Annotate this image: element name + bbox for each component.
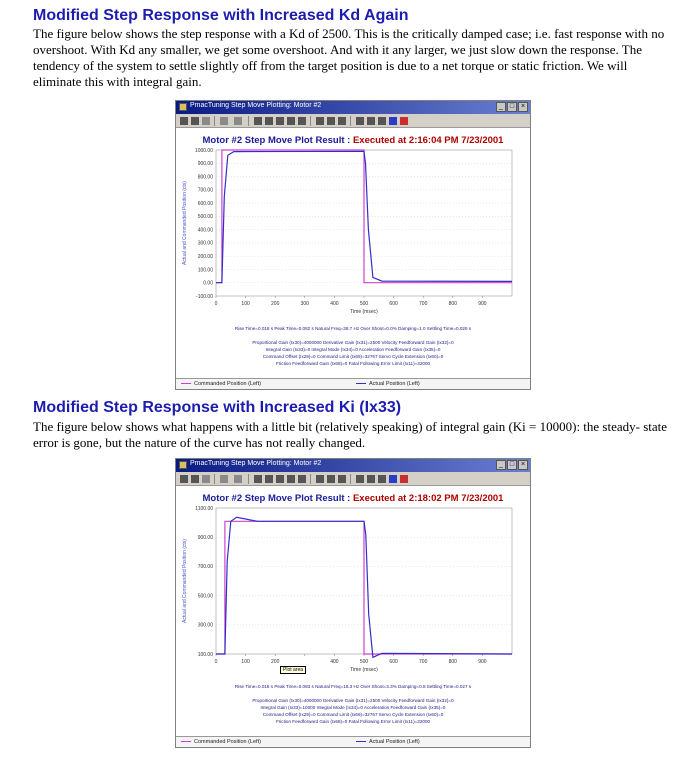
legend-icon[interactable] (265, 475, 273, 483)
rotate-icon[interactable] (327, 117, 335, 125)
x-axis-label: Time (msec) (350, 309, 378, 315)
y-tick-label: 800.00 (197, 174, 213, 181)
x-tick-label: 700 (419, 659, 428, 665)
maximize-icon[interactable]: □ (507, 102, 517, 112)
zoom-area-icon[interactable] (367, 117, 375, 125)
legend-icon[interactable] (265, 117, 273, 125)
axis-icon[interactable] (276, 117, 284, 125)
exit-icon[interactable] (400, 475, 408, 483)
legend-actual: Actual Position (Left) (356, 381, 420, 387)
series-icon[interactable] (298, 475, 306, 483)
toolbar-separator (214, 116, 215, 126)
y-tick-label: 0.00 (203, 280, 213, 287)
x-tick-label: 100 (241, 301, 250, 307)
x-tick-label: 300 (300, 301, 309, 307)
toolbar-separator (310, 474, 311, 484)
plot-title: Motor #2 Step Move Plot Result : Executed at 2:18:02 PM 7/23/2001 (202, 493, 504, 504)
stats-line: Rise Time=0.018 s Peak Time=0.083 s Natural Freq=18.3 Hz Over Shoot=3.3% Damping=0.8 Settling Time=0.027 s (234, 684, 472, 689)
x-tick-label: 0 (214, 659, 218, 665)
y-tick-label: 100.00 (197, 651, 213, 658)
legend (176, 378, 530, 389)
y-tick-label: 100.00 (197, 267, 213, 274)
shading-icon[interactable] (338, 475, 346, 483)
shading-icon[interactable] (338, 117, 346, 125)
gain-line: Friction Feedforward Gain (Ix68)=0 Fatal Following Error Limit (Ix11)=32000 (275, 719, 431, 724)
app-icon (179, 461, 187, 469)
pointer-icon[interactable] (389, 475, 397, 483)
x-tick-label: 500 (359, 659, 369, 665)
x-tick-label: 800 (448, 301, 457, 307)
y-tick-label: 500.00 (197, 214, 213, 221)
x-tick-label: 900 (478, 301, 487, 307)
y-tick-label: 700.00 (197, 564, 213, 571)
window-title: PmacTuning Step Move Plotting: Motor #2 (190, 102, 322, 109)
section-heading-kd: Modified Step Response with Increased Kd Again (33, 7, 409, 24)
x-tick-label: 400 (330, 301, 339, 307)
gain-line: Proportional Gain (Ix30)=4000000 Derivative Gain (Ix31)=2500 Velocity Feedforward Gain (Ix32)=0 (252, 340, 454, 345)
copy-icon[interactable] (202, 475, 210, 483)
table-icon[interactable] (287, 117, 295, 125)
toolbar-separator (214, 474, 215, 484)
stats-line: Rise Time=0.018 s Peak Time=0.082 s Natural Freq=38.7 Hz Over Shoot=0.0% Damping=1.0 Settling Time=0.028 s (234, 326, 472, 331)
exit-icon[interactable] (400, 117, 408, 125)
minimize-icon[interactable]: _ (496, 102, 506, 112)
x-tick-label: 800 (448, 659, 457, 665)
maximize-icon[interactable]: □ (507, 460, 517, 470)
table-icon[interactable] (287, 475, 295, 483)
pointer-icon[interactable] (389, 117, 397, 125)
x-tick-label: 600 (389, 659, 398, 665)
line-style-icon[interactable] (234, 117, 242, 125)
app-icon (179, 103, 187, 111)
y-tick-label: 900.00 (197, 161, 213, 168)
x-tick-label: 600 (389, 301, 398, 307)
gain-line: Integral Gain (Ix33)=0 Integral Mode (Ix34)=0 Acceleration Feedforward Gain (Ix35)=0 (265, 347, 441, 352)
toolbar-separator (350, 474, 351, 484)
gain-line: Command Offset (Ix29)=0 Command Limit (Ix69)=32767 Servo Cycle Extension (Ix60)=0 (262, 712, 444, 717)
section-paragraph-kd: The figure below shows the step response with a Kd of 2500. This is the critically damped case; i.e. fast response with no overshoot. With Kd any smaller, we get some overshoot. And with it any larger, we just slow down the response. The tendency of the system to settle slightly off from the target position is due to a net torque or static friction. We will eliminate this with integral gain. (33, 26, 665, 89)
zoom-icon[interactable] (356, 475, 364, 483)
toolbar-separator (350, 116, 351, 126)
x-axis-label: Time (msec) (350, 667, 378, 673)
window-title: PmacTuning Step Move Plotting: Motor #2 (190, 460, 322, 467)
properties-icon[interactable] (378, 475, 386, 483)
gain-line: Command Offset (Ix29)=0 Command Limit (Ix69)=32767 Servo Cycle Extension (Ix60)=0 (262, 354, 444, 359)
y-tick-label: 700.00 (197, 187, 213, 194)
x-tick-label: 0 (214, 301, 218, 307)
close-icon[interactable]: × (518, 102, 528, 112)
view-3d-icon[interactable] (316, 117, 324, 125)
gain-line: Proportional Gain (Ix30)=4000000 Derivative Gain (Ix31)=2500 Velocity Feedforward Gain (Ix32)=0 (252, 698, 454, 703)
y-tick-label: 200.00 (197, 253, 213, 260)
y-tick-label: 1000.00 (194, 147, 213, 154)
gain-line: Integral Gain (Ix33)=10000 Integral Mode (Ix34)=0 Acceleration Feedforward Gain (Ix35)=0 (260, 705, 446, 710)
legend (176, 736, 530, 747)
zoom-area-icon[interactable] (367, 475, 375, 483)
toolbar-separator (248, 116, 249, 126)
x-tick-label: 900 (478, 659, 487, 665)
x-tick-label: 700 (419, 301, 428, 307)
section-heading-ki: Modified Step Response with Increased Ki (Ix33) (33, 399, 402, 416)
legend-commanded: Commanded Position (Left) (181, 381, 261, 387)
save-icon[interactable] (191, 475, 199, 483)
window-buttons (496, 102, 528, 112)
plot-title: Motor #2 Step Move Plot Result : Executed at 2:16:04 PM 7/23/2001 (202, 135, 504, 146)
x-tick-label: 200 (271, 301, 280, 307)
y-tick-label: -100.00 (196, 293, 213, 300)
open-icon[interactable] (180, 117, 188, 125)
copy-icon[interactable] (202, 117, 210, 125)
legend-actual: Actual Position (Left) (356, 739, 420, 745)
line-style-icon[interactable] (234, 475, 242, 483)
chart-type-icon[interactable] (220, 475, 228, 483)
axis-icon[interactable] (276, 475, 284, 483)
y-tick-label: 300.00 (197, 622, 213, 629)
open-icon[interactable] (180, 475, 188, 483)
plot-window-kd (175, 100, 531, 390)
x-tick-label: 200 (271, 659, 280, 665)
section-paragraph-ki: The figure below shows what happens with a little bit (relatively speaking) of integral gain (Ki = 10000): the steady- state error is gone, but the nature of the curve has not really changed. (33, 419, 668, 450)
zoom-icon[interactable] (356, 117, 364, 125)
minimize-icon[interactable]: _ (496, 460, 506, 470)
window-titlebar (176, 101, 530, 114)
y-tick-label: 900.00 (197, 535, 213, 541)
legend-commanded: Commanded Position (Left) (181, 739, 261, 745)
y-tick-label: 600.00 (197, 200, 213, 207)
grid-icon[interactable] (254, 117, 262, 125)
y-axis-label: Actual and Commanded Position (cts) (182, 539, 188, 623)
view-3d-icon[interactable] (316, 475, 324, 483)
toolbar-separator (310, 116, 311, 126)
toolbar-separator (248, 474, 249, 484)
step-response-chart (176, 146, 532, 326)
properties-icon[interactable] (378, 117, 386, 125)
y-tick-label: 400.00 (197, 227, 213, 234)
x-tick-label: 400 (330, 659, 339, 665)
save-icon[interactable] (191, 117, 199, 125)
x-tick-label: 100 (241, 659, 250, 665)
y-tick-label: 1100.00 (195, 505, 213, 512)
y-axis-label: Actual and Commanded Position (cts) (182, 181, 188, 265)
y-tick-label: 300.00 (197, 240, 213, 247)
window-titlebar (176, 459, 530, 472)
close-icon[interactable]: × (518, 460, 528, 470)
toolbar (176, 472, 530, 486)
window-buttons (496, 460, 528, 470)
chart-type-icon[interactable] (220, 117, 228, 125)
y-tick-label: 500.00 (197, 593, 213, 600)
toolbar (176, 114, 530, 128)
grid-icon[interactable] (254, 475, 262, 483)
plot-area-tooltip: Plot area (280, 666, 306, 674)
plot-window-ki (175, 458, 531, 748)
series-icon[interactable] (298, 117, 306, 125)
gain-line: Friction Feedforward Gain (Ix68)=0 Fatal Following Error Limit (Ix11)=32000 (275, 361, 431, 366)
rotate-icon[interactable] (327, 475, 335, 483)
x-tick-label: 500 (359, 301, 369, 307)
step-response-chart (176, 504, 532, 684)
